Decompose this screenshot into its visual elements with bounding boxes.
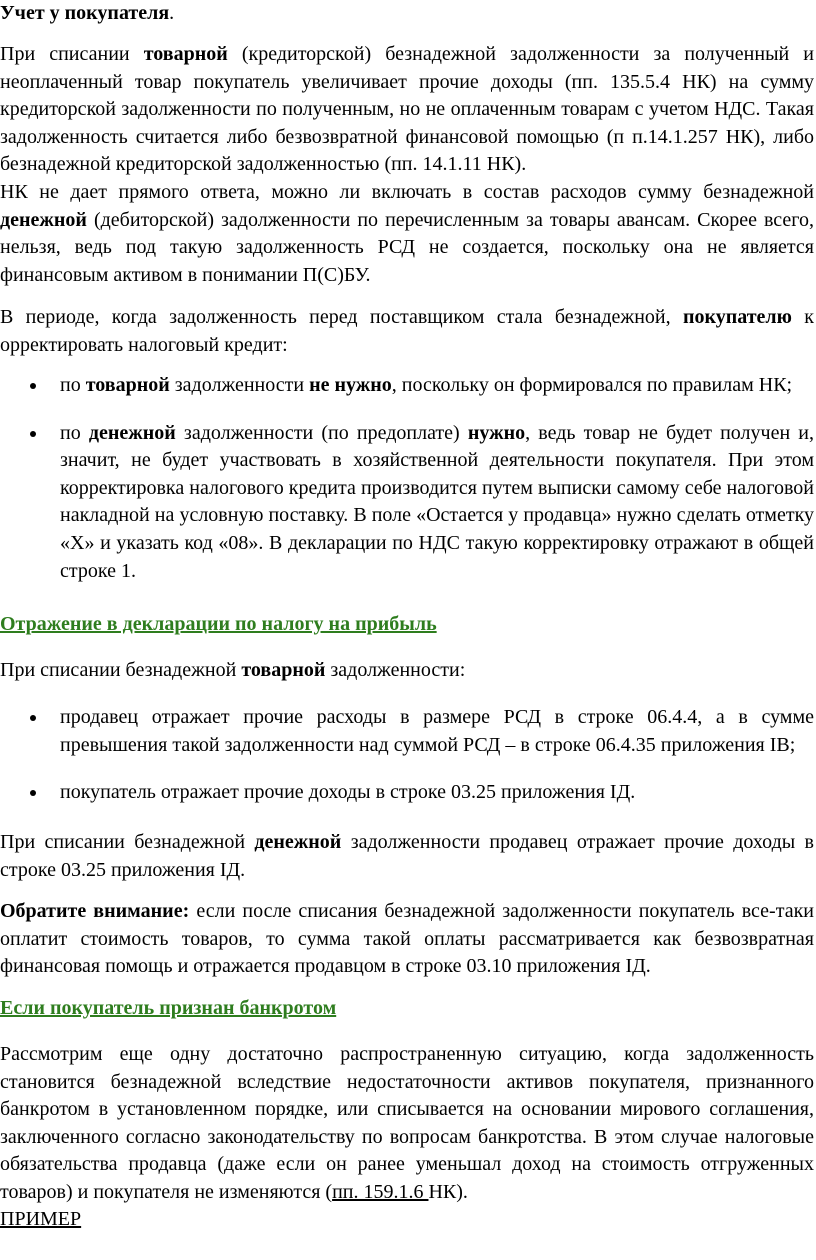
section-title: Учет у покупателя. — [0, 2, 175, 24]
paragraph-1: При списании товарной (кредиторской) безнадежной задолженности за полученный и неоплаченный товар покупатель увеличивает прочие доходы (пп. 135.5.4 НК) на сумму кредиторской задолженности по полученным, но не оплаченным товарам с учетом НДС. Такая задолженность считается либо безвозвратной финансовой помощью (п п.14.1.257 НК), либо безнадежной кредиторской задолженностью (пп. 14.1.11 НК). — [0, 43, 814, 176]
title-period: . — [169, 2, 175, 24]
heading-profit-tax: Отражение в декларации по налогу на прибыль — [0, 613, 437, 635]
list-item: по денежной задолженности (по предоплате) нужно, ведь товар не будет получен и, значит, не будет участвовать в хозяйственной деятельности покупателя. При этом корректировка налогового кредита производится путем выписки самому себе налоговой накладной на условную поставку. В поле «Остается у продавца» нужно сделать отметку «Х» и указать код «08». В декларации по НДС такую корректировку отражают в общей строке 1. — [0, 420, 814, 586]
heading-bankrupt: Если покупатель признан банкротом — [0, 997, 337, 1019]
paragraph-5: При списании безнадежной денежной задолженности продавец отражает прочие доходы в строке 03.25 приложения ІД. — [0, 831, 815, 881]
bullet-icon — [30, 431, 36, 437]
paragraph-4: При списании безнадежной товарной задолженности: — [0, 659, 466, 681]
law-reference-link[interactable]: пп. 159.1.6 — [332, 1180, 429, 1203]
bullet-list-tax-credit — [0, 372, 814, 585]
example-label: ПРИМЕР — [0, 1208, 82, 1230]
bullet-icon — [30, 715, 36, 721]
bullet-icon — [30, 383, 36, 389]
paragraph-6: Обратите внимание: если после списания безнадежной задолженности покупатель все-таки оплатит стоимость товаров, то сумма такой оплаты рассматривается как безвозвратная финансовая помощь и отражается продавцом в строке 03.10 приложения ІД. — [0, 900, 814, 978]
list-item: покупатель отражает прочие доходы в строке 03.25 приложения ІД. — [0, 779, 814, 807]
bullet-icon — [30, 790, 36, 796]
paragraph-7: Рассмотрим еще одну достаточно распространенную ситуацию, когда задолженность становится безнадежной вследствие недостаточности активов покупателя, признанного банкротом в установленном порядке, или списывается на основании мирового соглашения, заключенного согласно законодательству по вопросам банкротства. В этом случае налоговые обязательства продавца (даже если он ранее уменьшал доход на стоимость отгруженных товаров) и покупателя не изменяются (пп. 159.1.6 НК). — [0, 1043, 814, 1203]
paragraph-3: В периоде, когда задолженность перед поставщиком стала безнадежной, покупателю к орректировать налоговый кредит: — [0, 306, 814, 356]
bullet-list-declaration — [0, 704, 814, 807]
list-item: продавец отражает прочие расходы в размере РСД в строке 06.4.4, а в сумме превышения такой задолженности над суммой РСД – в строке 06.4.35 приложения ІВ; — [0, 704, 814, 759]
list-item: по товарной задолженности не нужно, поскольку он формировался по правилам НК; — [0, 372, 814, 400]
paragraph-2: НК не дает прямого ответа, можно ли включать в состав расходов сумму безнадежной денежной (дебиторской) задолженности по перечисленным за товары авансам. Скорее всего, нельзя, ведь под такую задолженность РСД не создается, поскольку она не является финансовым активом в понимании П(С)БУ. — [0, 181, 814, 286]
